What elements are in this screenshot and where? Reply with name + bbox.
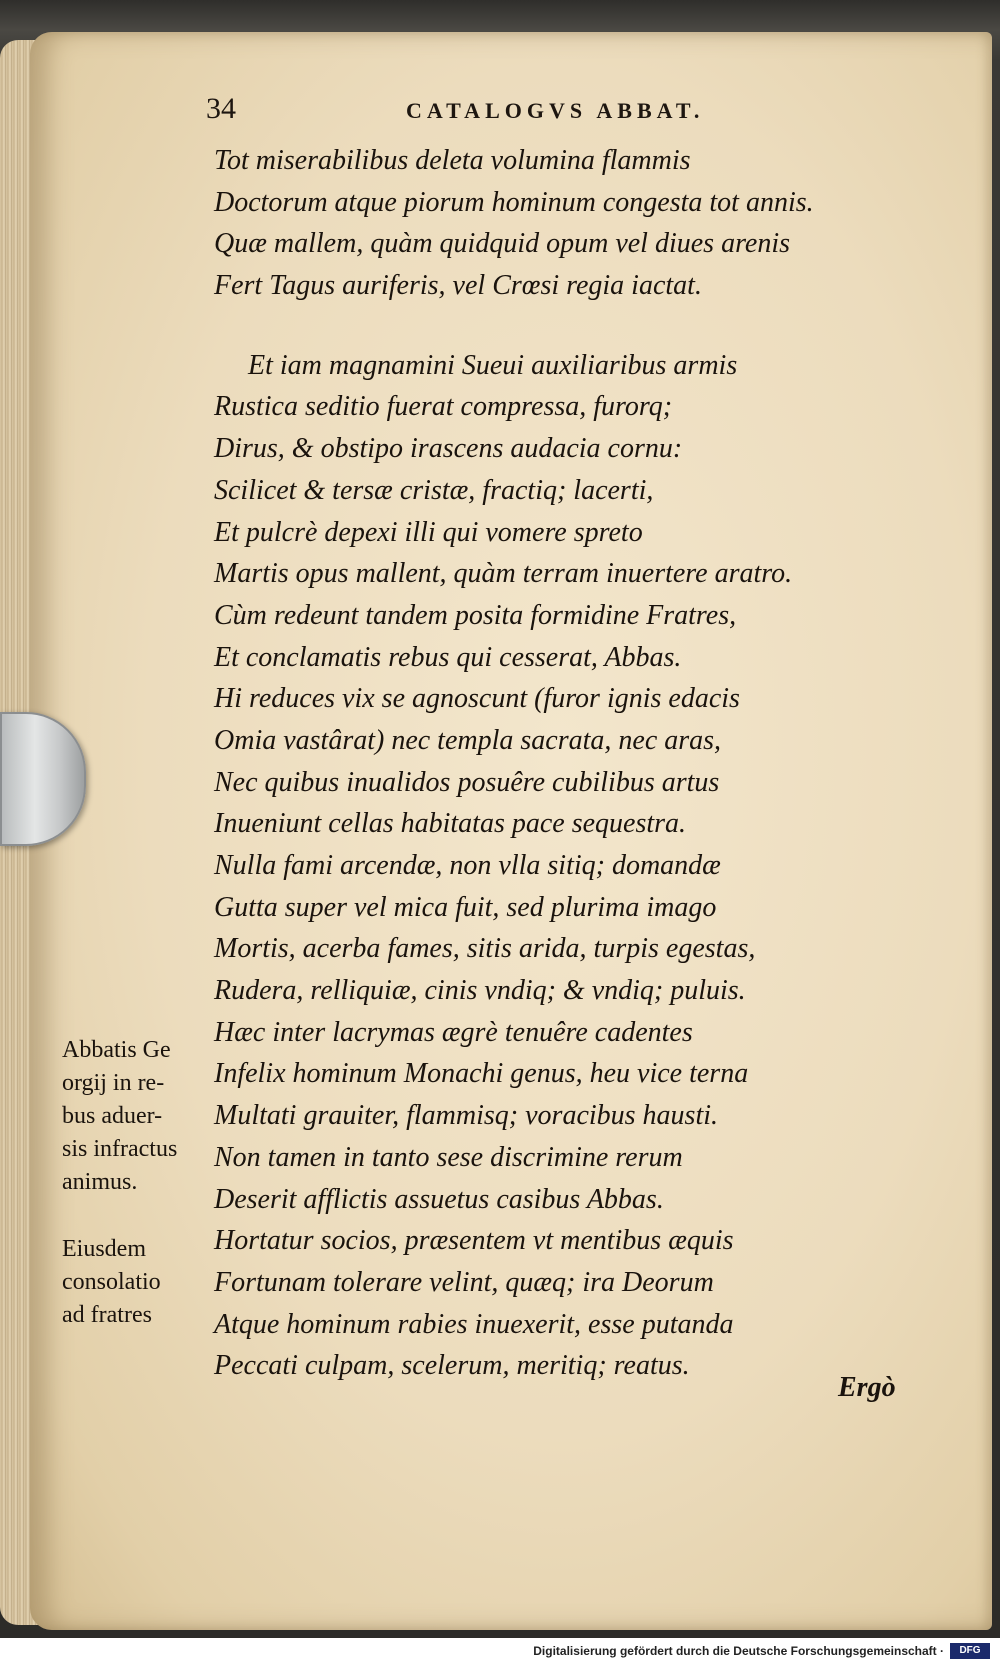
digitization-footer	[0, 1638, 1000, 1666]
verse-line: Inueniunt cellas habitatas pace sequestra.	[214, 808, 687, 840]
margin-line: sis infractus	[62, 1136, 178, 1162]
verse-line: Cùm redeunt tandem posita formidine Fratres,	[214, 599, 737, 631]
verse-line: Dirus, & obstipo irascens audacia cornu:	[214, 433, 683, 465]
verse-line: Fortunam tolerare velint, quæq; ira Deorum	[214, 1266, 714, 1298]
verse-line: Hi reduces vix se agnoscunt (furor ignis edacis	[214, 683, 740, 715]
running-head: CATALOGVS ABBAT.	[406, 98, 705, 123]
margin-line: consolatio	[62, 1269, 161, 1295]
margin-note-eiusdem	[62, 1233, 212, 1332]
dfg-logo: DFG	[950, 1643, 990, 1659]
catchword: Ergò	[838, 1372, 896, 1403]
verse-line: Omia vastârat) nec templa sacrata, nec aras,	[214, 724, 722, 756]
margin-line: Eiusdem	[62, 1236, 146, 1262]
verse-line: Rustica seditio fuerat compressa, furorq;	[214, 391, 673, 423]
verse-text	[214, 140, 904, 1387]
folio-number: 34	[206, 92, 236, 125]
verse-line: Scilicet & tersæ cristæ, fractiq; lacerti,	[214, 474, 654, 506]
footer-credit: Digitalisierung gefördert durch die Deutsche Forschungsgemeinschaft ·	[533, 1644, 944, 1658]
verse-line: Tot miserabilibus deleta volumina flammis	[214, 145, 691, 176]
verse-line: Martis opus mallent, quàm terram inuertere aratro.	[214, 558, 793, 590]
margin-line: animus.	[62, 1169, 138, 1195]
margin-line: ad fratres	[62, 1302, 152, 1328]
stanza-gap	[214, 307, 904, 345]
verse-line-indented: Et iam magnamini Sueui auxiliaribus armis	[248, 349, 738, 381]
verse-line: Doctorum atque piorum hominum congesta tot annis.	[214, 186, 814, 218]
verse-line: Deserit afflictis assuetus casibus Abbas.	[214, 1183, 664, 1215]
verse-line: Et conclamatis rebus qui cesserat, Abbas.	[214, 641, 682, 673]
verse-line: Mortis, acerba fames, sitis arida, turpis egestas,	[214, 933, 756, 965]
verse-line: Quæ mallem, quàm quidquid opum vel diues arenis	[214, 228, 791, 260]
verse-line: Hortatur socios, præsentem vt mentibus æquis	[214, 1225, 734, 1257]
verse-line: Nec quibus inualidos posuêre cubilibus artus	[214, 766, 720, 798]
verse-line: Peccati culpam, scelerum, meritiq; reatus.	[214, 1350, 690, 1382]
verse-line: Multati grauiter, flammisq; voracibus hausti.	[214, 1100, 718, 1132]
verse-line: Infelix hominum Monachi genus, heu vice terna	[214, 1058, 749, 1090]
verse-line: Hæc inter lacrymas ægrè tenuêre cadentes	[214, 1016, 693, 1048]
verse-line: Rudera, relliquiæ, cinis vndiq; & vndiq; puluis.	[214, 975, 746, 1007]
margin-note-abbatis	[62, 1034, 212, 1199]
verse-line: Non tamen in tanto sese discrimine rerum	[214, 1141, 683, 1173]
margin-line: Abbatis Ge	[62, 1037, 171, 1063]
verse-line: Nulla fami arcendæ, non vlla sitiq; domandæ	[214, 850, 721, 881]
margin-line: bus aduer-	[62, 1103, 163, 1129]
verse-line: Gutta super vel mica fuit, sed plurima imago	[214, 891, 717, 923]
verse-line: Et pulcrè depexi illi qui vomere spreto	[214, 516, 643, 548]
verse-line: Atque hominum rabies inuexerit, esse putanda	[214, 1308, 734, 1340]
verse-line: Fert Tagus auriferis, vel Crœsi regia iactat.	[214, 270, 702, 302]
margin-line: orgij in re-	[62, 1070, 165, 1096]
page-header	[206, 92, 806, 132]
